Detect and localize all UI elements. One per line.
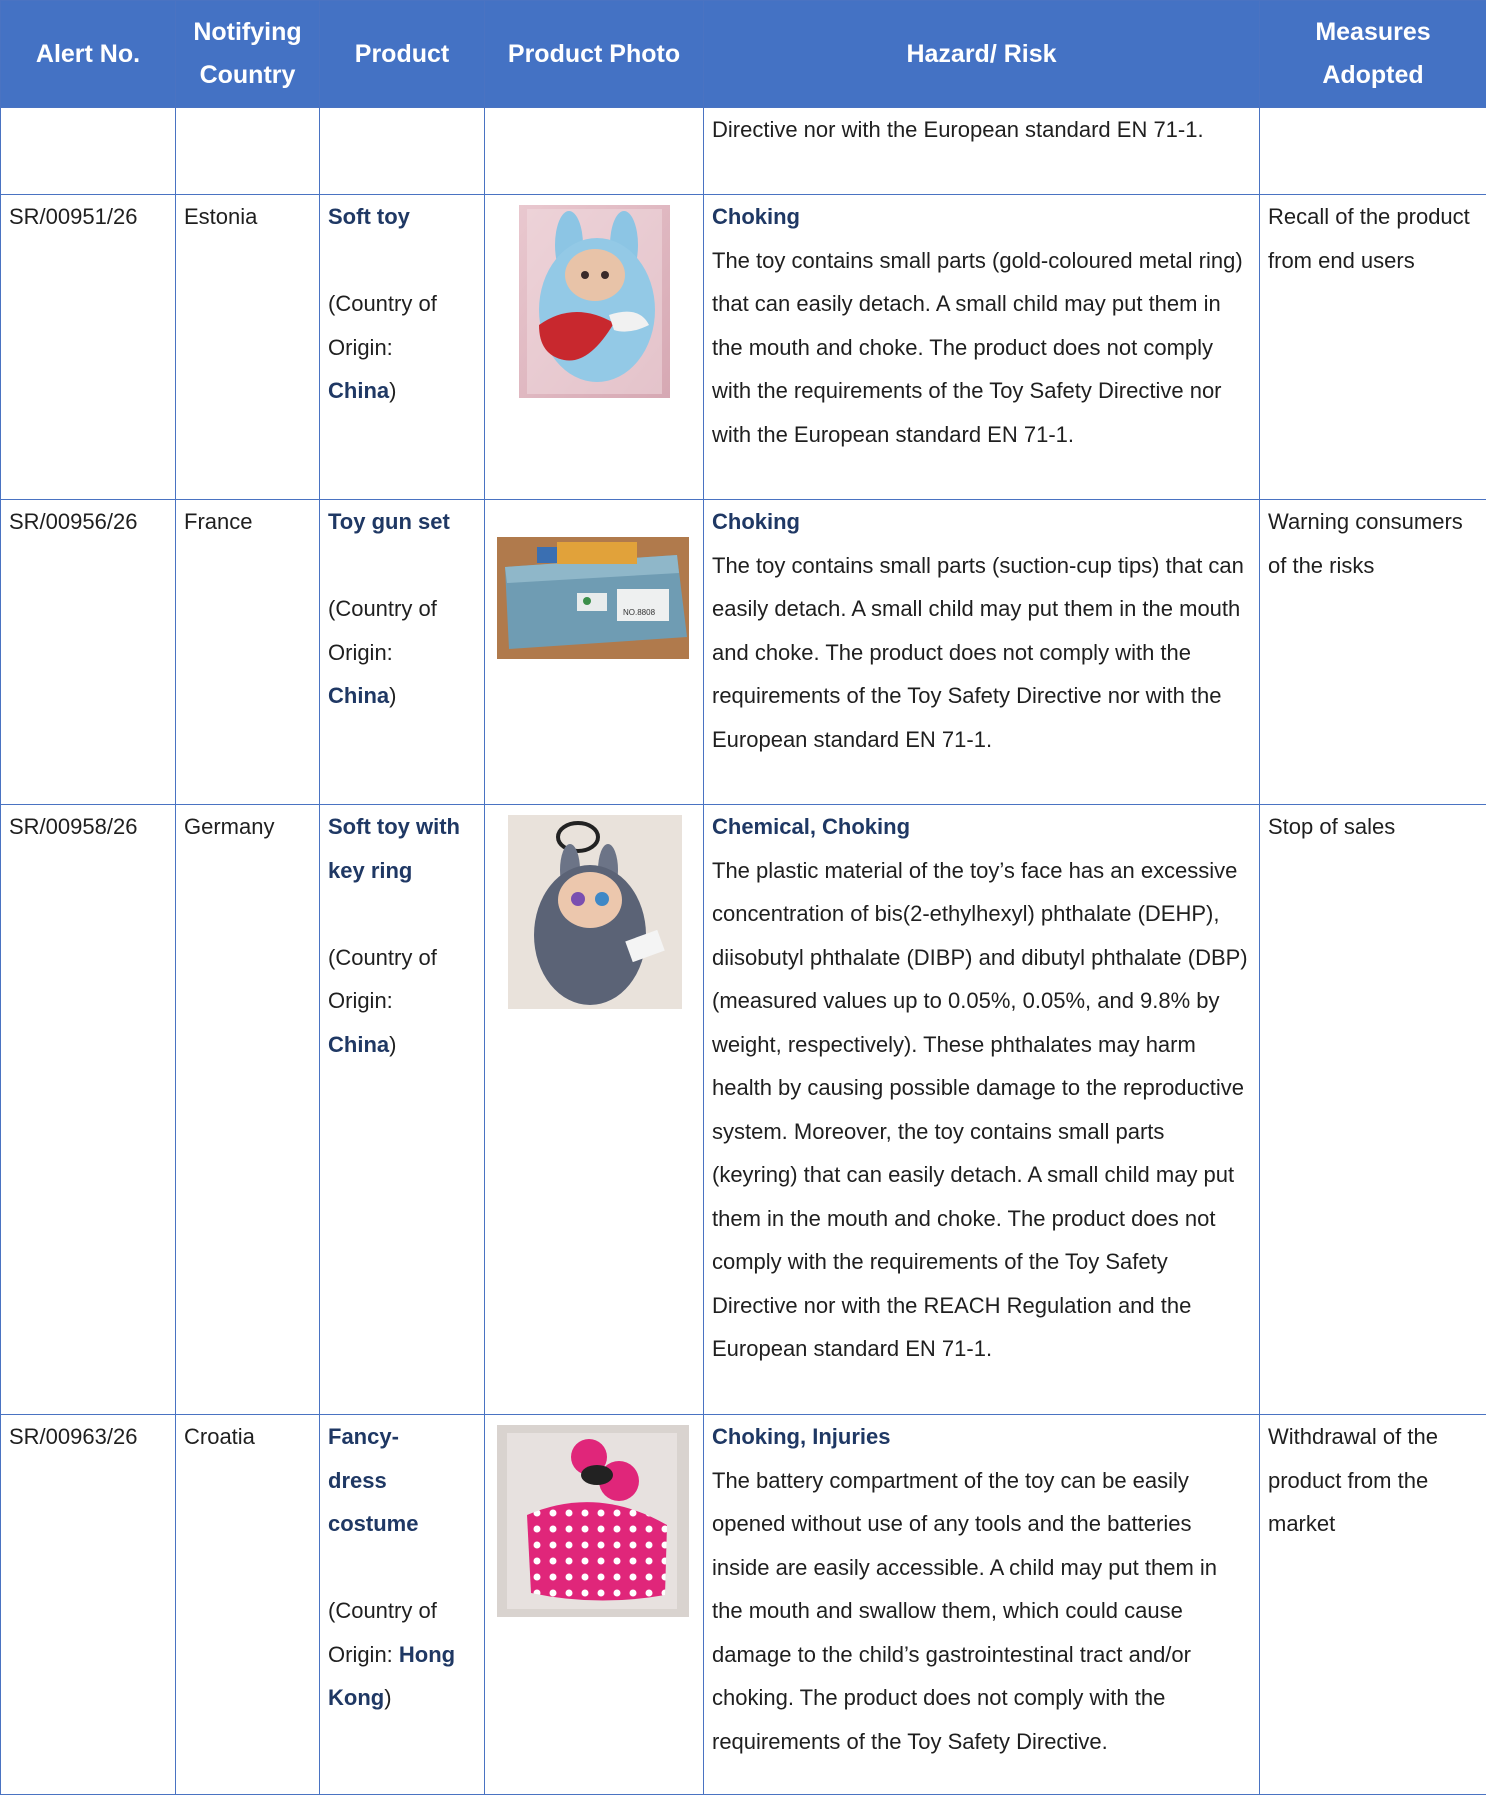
origin-country: China [328,378,389,403]
notifying-country: Germany [176,805,320,1415]
table-header-row [1,1,1486,108]
product-photo-cell [485,805,704,1415]
origin-suffix: ) [389,683,396,708]
hazard-cell [704,500,1260,805]
origin-label: (Country of Origin: [328,945,437,1014]
hazard-title: Choking [712,195,1251,239]
photo-box-text: NO.8808 [623,608,656,617]
blue-soft-toy-photo [519,205,670,398]
product-name: Fancy-dress costume [328,1415,418,1546]
product-photo-cell [485,500,704,805]
alert-number: SR/00958/26 [1,805,176,1415]
origin-label: (Country of Origin: [328,596,437,665]
header-hazard-risk: Hazard/ Risk [704,1,1260,108]
notifying-country: France [176,500,320,805]
origin-suffix: ) [389,1032,396,1057]
hazard-title: Chemical, Choking [712,805,1251,849]
measures-adopted: Warning consumers of the risks [1260,500,1486,805]
hazard-description: The toy contains small parts (suction-cup tips) that can easily detach. A small child may put them in the mouth and choke. The product does not comply with the requirements of the Toy Safety Directive nor with the European standard EN 71-1. [712,544,1251,762]
header-notifying-country: Notifying Country [176,1,320,108]
measures-adopted: Stop of sales [1260,805,1486,1415]
hazard-title: Choking, Injuries [712,1415,1251,1459]
origin-label: (Country of Origin: [328,1598,437,1667]
hazard-title: Choking [712,500,1251,544]
grey-keyring-toy-photo [508,815,682,1009]
product-cell [320,805,485,1415]
hazard-description: The toy contains small parts (gold-coloured metal ring) that can easily detach. A small child may put them in the mouth and choke. The product does not comply with the requirements of the Toy Safety Directive nor with the European standard EN 71-1. [712,239,1251,457]
product-name: Soft toy with key ring [328,805,476,892]
header-product: Product [320,1,485,108]
product-name: Toy gun set [328,500,476,544]
alert-number: SR/00956/26 [1,500,176,805]
origin-country: China [328,683,389,708]
alert-number: SR/00951/26 [1,195,176,500]
table-row [1,1415,1486,1795]
header-alert-no: Alert No. [1,1,176,108]
origin-country: Hong Kong [328,1642,455,1711]
notifying-country: Estonia [176,195,320,500]
product-cell [320,1415,485,1795]
pink-polka-dot-costume-photo [497,1425,689,1617]
hazard-continuation-text: Directive nor with the European standard EN 71-1. [704,108,1260,195]
hazard-description: The battery compartment of the toy can be easily opened without use of any tools and the batteries inside are easily accessible. A child may put them in the mouth and swallow them, which could cause damage to the child’s gastrointestinal tract and/or choking. The product does not comply with the requirements of the Toy Safety Directive. [712,1459,1251,1764]
hazard-cell [704,805,1260,1415]
origin-country: China [328,1032,389,1057]
hazard-description: The plastic material of the toy’s face has an excessive concentration of bis(2-ethylhexyl) phthalate (DEHP), diisobutyl phthalate (DIBP) and dibutyl phthalate (DBP) (measured values up to 0.05%, 0.05%, and 9.8% by weight, respectively). These phthalates may harm health by causing possible damage to the reproductive system. Moreover, the toy contains small parts (keyring) that can easily detach. A small child may put them in the mouth and choke. The product does not comply with the requirements of the Toy Safety Directive nor with the REACH Regulation and the European standard EN 71-1. [712,849,1251,1371]
measures-adopted: Withdrawal of the product from the market [1260,1415,1486,1795]
header-product-photo: Product Photo [485,1,704,108]
alert-number: SR/00963/26 [1,1415,176,1795]
product-photo-cell [485,1415,704,1795]
product-cell [320,195,485,500]
table-row [1,195,1486,500]
product-name: Soft toy [328,195,476,239]
origin-suffix: ) [389,378,396,403]
product-photo-cell [485,195,704,500]
origin-label: (Country of Origin: [328,291,437,360]
hazard-cell [704,1415,1260,1795]
product-cell [320,500,485,805]
origin-suffix: ) [384,1685,391,1710]
measures-adopted: Recall of the product from end users [1260,195,1486,500]
header-measures-adopted: Measures Adopted [1260,1,1486,108]
notifying-country: Croatia [176,1415,320,1795]
table-row-continuation [1,108,1486,195]
table-row [1,805,1486,1415]
hazard-cell [704,195,1260,500]
table-row [1,500,1486,805]
toy-gun-box-photo [497,537,689,659]
